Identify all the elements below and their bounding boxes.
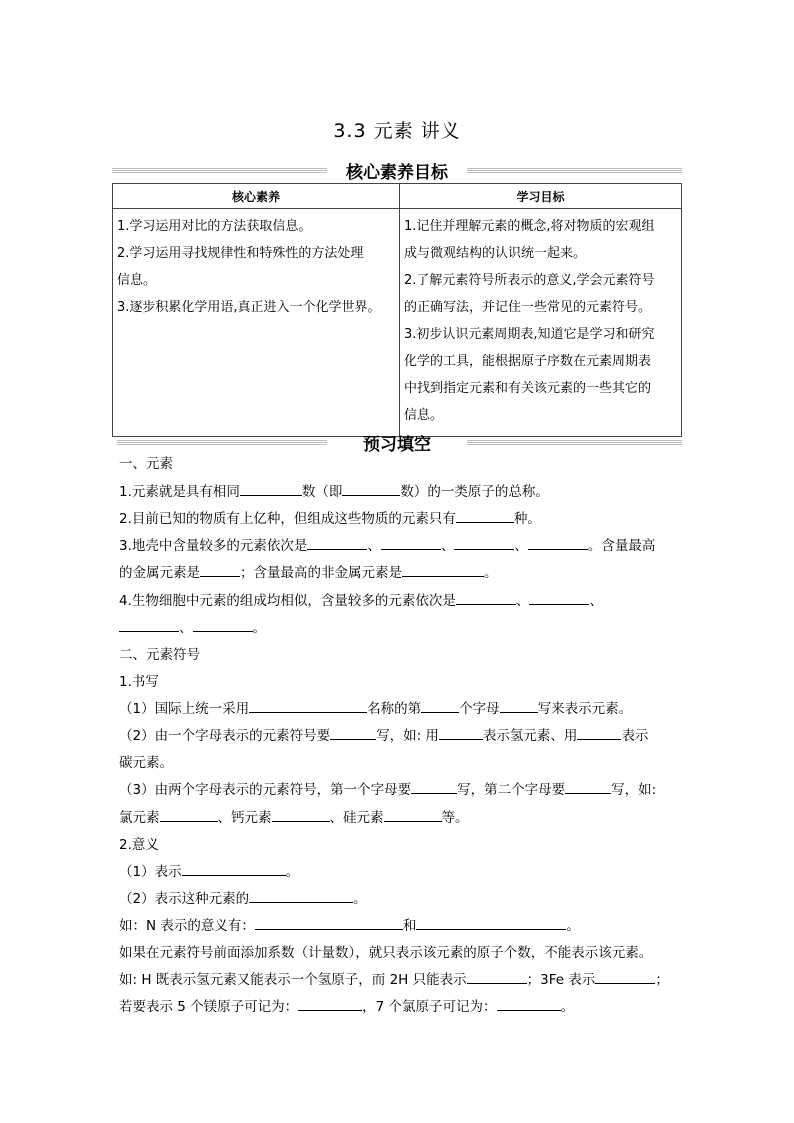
section-heading-preview — [112, 430, 682, 454]
fill-blank[interactable] — [249, 698, 367, 713]
subheading-element: 一、元素 — [119, 456, 173, 472]
fill-blank[interactable] — [182, 861, 286, 876]
fill-blank[interactable] — [456, 590, 516, 605]
fill-blank[interactable] — [421, 698, 459, 713]
section-heading-label: 预习填空 — [363, 435, 431, 455]
writing-2-line1: （2）由一个字母表示的元素符号要 写，如: 用 表示氢元素、用 表示 — [119, 724, 681, 744]
section-heading-label: 核心素养目标 — [346, 163, 448, 183]
fill-blank[interactable] — [249, 888, 353, 903]
goal-line: 2.了解元素符号所表示的意义,学会元素符号 — [404, 273, 655, 288]
core-line: 3.逐步积累化学用语,真正进入一个化学世界。 — [117, 300, 381, 315]
writing-3-line2: 氯元素 、钙元素 、硅元素 等。 — [119, 806, 681, 826]
fill-blank[interactable] — [119, 617, 179, 632]
fill-blank[interactable] — [402, 562, 484, 577]
fill-blank[interactable] — [454, 535, 514, 550]
fill-blank[interactable] — [330, 725, 376, 740]
fill-blank[interactable] — [384, 807, 442, 822]
fill-blank[interactable] — [272, 807, 330, 822]
fill-blank[interactable] — [160, 807, 218, 822]
core-line: 信息。 — [117, 273, 157, 288]
core-line: 2.学习运用寻找规律性和特殊性的方法处理 — [117, 246, 364, 261]
subheading-symbol: 二、元素符号 — [119, 647, 200, 663]
section-heading-core — [112, 158, 682, 182]
meaning-1: （1）表示 。 — [119, 860, 681, 880]
core-literacy-cell — [113, 209, 400, 437]
goal-line: 信息。 — [404, 408, 444, 423]
writing-3-line1: （3）由两个字母表示的元素符号，第一个字母要 写，第二个字母要 写，如: — [119, 778, 681, 798]
fill-blank[interactable] — [298, 996, 362, 1011]
question-2: 2.目前已知的物质有上亿种，但组成这些物质的元素只有 种。 — [119, 507, 681, 527]
fill-blank[interactable] — [416, 915, 566, 930]
fill-blank[interactable] — [500, 698, 538, 713]
page-title: 3.3 元素 讲义 — [333, 120, 461, 142]
heading-left-bar — [112, 167, 327, 173]
question-4-line2: 、 。 — [119, 616, 681, 636]
fill-blank[interactable] — [467, 969, 527, 984]
heading-left-bar — [117, 439, 327, 445]
col1-header: 核心素养 — [113, 184, 400, 209]
fill-blank[interactable] — [381, 535, 441, 550]
meaning-2: （2）表示这种元素的 。 — [119, 887, 681, 907]
fill-blank[interactable] — [528, 535, 588, 550]
question-3-line1: 3.地壳中含量较多的元素依次是 、 、 、 。含量最高 — [119, 534, 681, 554]
question-1: 1.元素就是具有相同 数（即 数）的一类原子的总称。 — [119, 480, 681, 500]
goal-line: 化学的工具，能根据原子序数在元素周期表 — [404, 354, 652, 369]
goal-line: 成与微观结构的认识统一起来。 — [404, 246, 587, 261]
fill-blank[interactable] — [595, 969, 655, 984]
subheading-writing: 1.书写 — [119, 674, 159, 690]
writing-1: （1）国际上统一采用 名称的第 个字母 写来表示元素。 — [119, 697, 681, 717]
question-4-line1: 4.生物细胞中元素的组成均相似，含量较多的元素依次是 、 、 — [119, 589, 681, 609]
fill-blank[interactable] — [342, 481, 400, 496]
fill-blank[interactable] — [411, 779, 457, 794]
meaning-6: 若要表示 5 个镁原子可记为： ，7 个氯原子可记为： 。 — [119, 995, 681, 1015]
goal-line: 3.初步认识元素周期表,知道它是学习和研究 — [404, 327, 655, 342]
fill-blank[interactable] — [307, 535, 367, 550]
meaning-3: 如：N 表示的意义有： 和 。 — [119, 914, 681, 934]
fill-blank[interactable] — [240, 481, 302, 496]
learning-goals-cell — [400, 209, 682, 437]
subheading-meaning: 2.意义 — [119, 837, 159, 853]
fill-blank[interactable] — [193, 617, 253, 632]
fill-blank[interactable] — [577, 725, 621, 740]
fill-blank[interactable] — [200, 562, 240, 577]
fill-blank[interactable] — [565, 779, 611, 794]
heading-right-bar — [467, 439, 682, 445]
goals-table — [112, 183, 682, 437]
fill-blank[interactable] — [255, 915, 403, 930]
meaning-5: 如: H 既表示氢元素又能表示一个氢原子，而 2H 只能表示 ；3Fe 表示 ； — [119, 968, 681, 988]
writing-2-line2: 碳元素。 — [119, 755, 173, 771]
fill-blank[interactable] — [529, 590, 589, 605]
goal-line: 中找到指定元素和有关该元素的一些其它的 — [404, 381, 652, 396]
fill-blank[interactable] — [439, 725, 483, 740]
col2-header: 学习目标 — [400, 184, 682, 209]
goal-line: 的正确写法，并记住一些常见的元素符号。 — [404, 300, 652, 315]
fill-blank[interactable] — [456, 508, 514, 523]
fill-blank[interactable] — [497, 996, 561, 1011]
heading-right-bar — [467, 167, 682, 173]
core-line: 1.学习运用对比的方法获取信息。 — [117, 219, 312, 234]
goal-line: 1.记住并理解元素的概念,将对物质的宏观组 — [404, 219, 655, 234]
meaning-4: 如果在元素符号前面添加系数（计量数），就只表示该元素的原子个数，不能表示该元素。 — [119, 945, 653, 961]
question-3-line2: 的金属元素是 ；含量最高的非金属元素是 。 — [119, 561, 681, 581]
